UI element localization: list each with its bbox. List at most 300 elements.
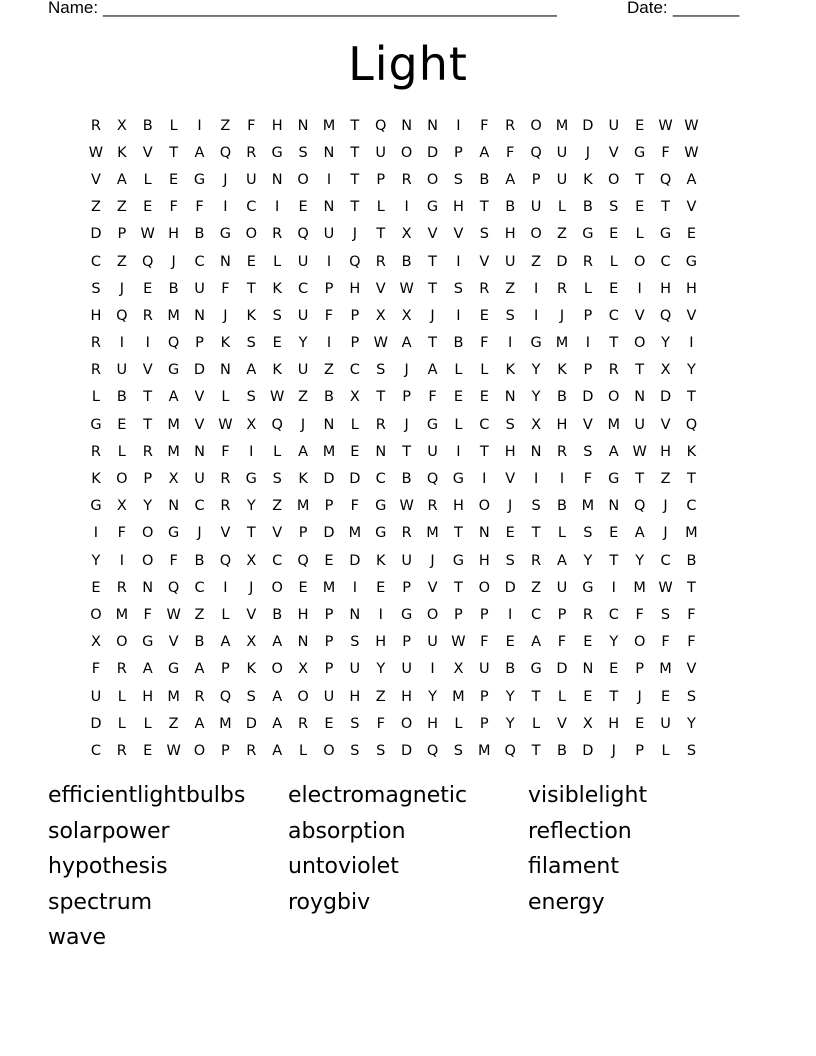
grid-letter: V xyxy=(246,606,257,623)
grid-letter: P xyxy=(324,634,334,651)
grid-letter: D xyxy=(193,362,206,379)
grid-letter: W xyxy=(658,117,673,134)
grid-letter: A xyxy=(272,715,283,732)
grid-letter: Y xyxy=(609,634,619,651)
grid-letter: F xyxy=(506,144,515,161)
grid-letter: S xyxy=(505,307,515,324)
grid-letter: T xyxy=(609,335,619,352)
grid-letter: A xyxy=(272,634,283,651)
grid-letter: T xyxy=(635,471,645,488)
grid-letter: B xyxy=(401,253,412,270)
grid-letter: Y xyxy=(635,552,645,569)
grid-letter: E xyxy=(376,579,386,596)
grid-letter: G xyxy=(167,525,180,542)
grid-letter: H xyxy=(297,606,309,623)
word-list-item: spectrum xyxy=(48,889,153,915)
grid-letter: T xyxy=(428,253,437,270)
grid-row xyxy=(83,465,733,492)
grid-letter: E xyxy=(479,389,489,406)
grid-letter: P xyxy=(454,606,463,623)
grid-letter: R xyxy=(531,552,542,569)
grid-letter: I xyxy=(378,606,383,623)
grid-letter: F xyxy=(428,389,437,406)
grid-letter: N xyxy=(323,199,335,216)
grid-letter: Q xyxy=(116,307,128,324)
grid-row xyxy=(83,411,733,438)
grid-letter: Z xyxy=(323,362,334,379)
grid-letter: D xyxy=(323,525,335,542)
grid-letter: L xyxy=(454,416,463,433)
grid-letter: M xyxy=(322,443,336,460)
grid-letter: R xyxy=(375,253,386,270)
grid-letter: X xyxy=(246,552,257,569)
grid-letter: T xyxy=(635,171,645,188)
grid-letter: A xyxy=(557,552,567,569)
grid-letter: M xyxy=(426,525,439,542)
grid-letter: A xyxy=(272,688,283,705)
grid-letter: W xyxy=(270,389,285,406)
grid-letter: J xyxy=(637,688,642,705)
grid-letter: C xyxy=(90,253,101,270)
grid-letter: E xyxy=(143,742,153,759)
grid-letter: G xyxy=(142,634,154,651)
grid-letter: E xyxy=(686,226,697,243)
grid-letter: M xyxy=(633,579,646,596)
grid-letter: L xyxy=(221,606,230,623)
grid-letter: N xyxy=(401,117,413,134)
grid-letter: K xyxy=(91,471,101,488)
grid-letter: H xyxy=(452,199,464,216)
grid-letter: R xyxy=(142,307,153,324)
grid-letter: S xyxy=(479,226,489,243)
grid-letter: P xyxy=(324,606,334,623)
grid-letter: Z xyxy=(298,389,309,406)
grid-letter: D xyxy=(426,144,439,161)
grid-letter: A xyxy=(194,661,205,678)
grid-letter: R xyxy=(220,498,231,515)
grid-letter: R xyxy=(427,498,438,515)
grid-letter: V xyxy=(453,226,464,243)
grid-letter: U xyxy=(556,144,568,161)
grid-letter: B xyxy=(168,280,179,297)
grid-letter: S xyxy=(272,471,282,488)
grid-letter: T xyxy=(609,688,619,705)
grid-letter: Y xyxy=(531,362,541,379)
grid-row xyxy=(83,520,733,547)
grid-letter: C xyxy=(349,362,360,379)
grid-letter: R xyxy=(220,471,231,488)
grid-letter: M xyxy=(348,525,362,542)
grid-row xyxy=(83,330,733,357)
grid-letter: T xyxy=(246,280,256,297)
grid-letter: M xyxy=(607,416,621,433)
grid-letter: L xyxy=(169,117,178,134)
grid-letter: J xyxy=(171,253,176,270)
grid-letter: S xyxy=(453,280,464,297)
grid-letter: K xyxy=(505,362,515,379)
grid-letter: E xyxy=(453,389,463,406)
grid-letter: O xyxy=(608,171,620,188)
grid-letter: E xyxy=(169,171,179,188)
grid-letter: T xyxy=(376,226,386,243)
grid-letter: A xyxy=(505,171,516,188)
grid-letter: E xyxy=(298,199,308,216)
grid-letter: Z xyxy=(90,199,101,216)
grid-letter: B xyxy=(557,742,567,759)
grid-letter: B xyxy=(453,335,464,352)
grid-letter: R xyxy=(90,117,101,134)
grid-letter: Q xyxy=(219,688,232,705)
grid-letter: W xyxy=(218,416,233,433)
grid-letter: J xyxy=(663,525,668,542)
grid-letter: R xyxy=(116,742,127,759)
grid-letter: E xyxy=(117,416,127,433)
grid-letter: O xyxy=(530,226,542,243)
grid-letter: P xyxy=(221,742,230,759)
grid-letter: N xyxy=(530,443,542,460)
grid-letter: B xyxy=(505,199,516,216)
grid-letter: B xyxy=(194,226,205,243)
grid-letter: O xyxy=(297,688,309,705)
grid-letter: K xyxy=(557,362,567,379)
grid-letter: T xyxy=(687,579,696,596)
grid-letter: X xyxy=(531,416,542,433)
grid-letter: Q xyxy=(530,144,542,161)
grid-letter: M xyxy=(478,742,491,759)
grid-letter: E xyxy=(505,634,515,651)
grid-letter: T xyxy=(246,525,256,542)
grid-letter: A xyxy=(168,389,179,406)
grid-letter: S xyxy=(246,389,256,406)
grid-letter: O xyxy=(297,171,309,188)
grid-letter: D xyxy=(349,471,361,488)
grid-letter: Z xyxy=(116,253,127,270)
grid-letter: S xyxy=(376,742,386,759)
grid-letter: V xyxy=(660,416,671,433)
grid-letter: T xyxy=(453,525,463,542)
grid-letter: Q xyxy=(633,498,646,515)
grid-letter: F xyxy=(221,443,230,460)
grid-letter: V xyxy=(557,715,567,732)
page-title: Light xyxy=(348,37,468,91)
grid-letter: E xyxy=(324,552,334,569)
grid-letter: R xyxy=(246,144,257,161)
grid-letter: I xyxy=(249,443,254,460)
grid-letter: Z xyxy=(116,199,127,216)
grid-letter: L xyxy=(454,362,463,379)
grid-letter: T xyxy=(531,688,541,705)
grid-letter: Q xyxy=(426,742,439,759)
grid-letter: G xyxy=(530,335,542,352)
grid-letter: E xyxy=(609,525,619,542)
grid-letter: C xyxy=(608,606,619,623)
grid-letter: T xyxy=(169,144,179,161)
grid-letter: L xyxy=(221,389,230,406)
grid-letter: L xyxy=(350,416,359,433)
grid-letter: C xyxy=(90,742,101,759)
grid-letter: D xyxy=(556,661,568,678)
grid-letter: E xyxy=(609,280,619,297)
grid-row xyxy=(83,221,733,248)
grid-letter: N xyxy=(142,579,154,596)
grid-letter: P xyxy=(376,171,386,188)
grid-letter: T xyxy=(350,171,360,188)
grid-letter: P xyxy=(195,335,204,352)
grid-letter: R xyxy=(505,117,516,134)
grid-letter: Y xyxy=(505,715,515,732)
grid-letter: Z xyxy=(531,253,542,270)
grid-letter: P xyxy=(350,307,360,324)
grid-letter: J xyxy=(300,416,306,433)
grid-letter: G xyxy=(219,226,232,243)
grid-row xyxy=(83,629,733,656)
grid-letter: V xyxy=(686,661,697,678)
grid-letter: U xyxy=(556,171,568,188)
grid-letter: R xyxy=(375,416,386,433)
grid-letter: Q xyxy=(659,307,672,324)
grid-letter: I xyxy=(611,579,616,596)
grid-row xyxy=(83,112,733,139)
grid-letter: Q xyxy=(659,171,672,188)
grid-letter: I xyxy=(456,253,461,270)
grid-row xyxy=(83,357,733,384)
grid-letter: M xyxy=(555,117,569,134)
grid-letter: P xyxy=(117,226,127,243)
grid-letter: K xyxy=(246,661,257,678)
grid-letter: W xyxy=(166,606,181,623)
grid-letter: I xyxy=(223,579,228,596)
grid-letter: O xyxy=(271,661,283,678)
grid-letter: D xyxy=(504,579,516,596)
grid-letter: M xyxy=(685,525,698,542)
grid-letter: X xyxy=(349,389,360,406)
grid-letter: B xyxy=(194,634,205,651)
grid-letter: G xyxy=(452,471,465,488)
grid-letter: E xyxy=(505,525,515,542)
grid-letter: T xyxy=(143,389,153,406)
grid-letter: L xyxy=(532,715,541,732)
grid-letter: J xyxy=(611,742,616,759)
grid-letter: A xyxy=(479,144,490,161)
grid-letter: V xyxy=(686,199,697,216)
grid-letter: O xyxy=(116,471,128,488)
grid-letter: S xyxy=(376,362,386,379)
grid-letter: X xyxy=(90,634,101,651)
grid-letter: C xyxy=(194,253,205,270)
grid-letter: I xyxy=(93,525,99,542)
word-list-item: wave xyxy=(48,925,107,950)
grid-letter: Z xyxy=(660,471,671,488)
grid-letter: N xyxy=(297,634,309,651)
grid-letter: D xyxy=(349,552,361,569)
grid-letter: M xyxy=(322,117,336,134)
grid-letter: E xyxy=(635,117,645,134)
grid-letter: R xyxy=(90,443,101,460)
grid-letter: I xyxy=(456,307,461,324)
grid-row xyxy=(83,574,733,601)
grid-letter: M xyxy=(167,688,180,705)
grid-letter: X xyxy=(375,307,386,324)
grid-letter: A xyxy=(401,335,412,352)
grid-letter: K xyxy=(117,144,127,161)
grid-letter: N xyxy=(323,416,335,433)
grid-letter: G xyxy=(634,144,646,161)
grid-letter: L xyxy=(273,443,282,460)
grid-letter: B xyxy=(557,498,567,515)
grid-letter: G xyxy=(582,226,594,243)
grid-letter: O xyxy=(530,117,542,134)
grid-letter: X xyxy=(401,307,412,324)
grid-row xyxy=(83,493,733,520)
grid-letter: F xyxy=(169,552,178,569)
word-list-item: efficientlightbulbs xyxy=(48,783,246,808)
grid-letter: S xyxy=(350,715,360,732)
grid-letter: V xyxy=(427,579,438,596)
grid-letter: F xyxy=(583,471,593,488)
grid-letter: P xyxy=(324,498,334,515)
grid-row xyxy=(83,601,733,628)
grid-letter: G xyxy=(167,362,180,379)
grid-row xyxy=(83,710,733,737)
grid-letter: J xyxy=(559,307,565,324)
grid-letter: W xyxy=(399,498,414,515)
grid-letter: L xyxy=(557,525,567,542)
grid-letter: V xyxy=(168,634,179,651)
grid-letter: U xyxy=(323,226,335,243)
grid-letter: P xyxy=(143,471,153,488)
grid-letter: W xyxy=(684,117,699,134)
grid-letter: O xyxy=(426,606,439,623)
grid-letter: A xyxy=(634,525,645,542)
grid-letter: D xyxy=(556,253,568,270)
grid-letter: A xyxy=(220,634,231,651)
grid-letter: P xyxy=(221,661,230,678)
grid-letter: W xyxy=(373,335,388,352)
grid-letter: F xyxy=(480,117,489,134)
grid-letter: J xyxy=(508,498,513,515)
grid-letter: V xyxy=(142,144,153,161)
grid-letter: M xyxy=(167,443,180,460)
grid-letter: N xyxy=(219,253,231,270)
grid-letter: J xyxy=(119,280,124,297)
grid-letter: H xyxy=(349,688,361,705)
grid-letter: J xyxy=(404,362,409,379)
grid-letter: C xyxy=(298,280,309,297)
grid-letter: A xyxy=(608,443,619,460)
grid-letter: W xyxy=(658,579,673,596)
grid-letter: T xyxy=(350,117,360,134)
grid-letter: N xyxy=(323,144,335,161)
grid-letter: L xyxy=(454,715,463,732)
grid-letter: N xyxy=(297,117,309,134)
grid-letter: H xyxy=(401,688,413,705)
grid-letter: U xyxy=(323,688,335,705)
grid-letter: F xyxy=(91,661,101,678)
grid-letter: S xyxy=(246,335,256,352)
grid-letter: L xyxy=(661,742,670,759)
grid-letter: I xyxy=(197,117,202,134)
grid-letter: D xyxy=(659,389,672,406)
grid-letter: H xyxy=(142,688,154,705)
grid-letter: W xyxy=(88,144,104,161)
grid-letter: C xyxy=(660,552,671,569)
grid-row xyxy=(83,166,733,193)
grid-letter: F xyxy=(324,307,334,324)
grid-letter: I xyxy=(352,579,357,596)
grid-letter: R xyxy=(556,443,568,460)
grid-letter: P xyxy=(324,280,334,297)
grid-letter: L xyxy=(635,226,644,243)
grid-letter: D xyxy=(90,226,102,243)
grid-letter: S xyxy=(505,416,515,433)
grid-letter: R xyxy=(582,606,593,623)
grid-letter: T xyxy=(479,443,489,460)
grid-letter: R xyxy=(90,362,101,379)
grid-letter: T xyxy=(350,144,360,161)
grid-letter: U xyxy=(90,688,102,705)
grid-letter: E xyxy=(143,199,153,216)
grid-letter: F xyxy=(635,606,644,623)
grid-letter: Y xyxy=(687,362,696,379)
grid-letter: V xyxy=(375,280,386,297)
grid-letter: I xyxy=(533,280,539,297)
grid-letter: V xyxy=(582,416,593,433)
grid-letter: S xyxy=(272,307,282,324)
grid-letter: I xyxy=(637,280,642,297)
grid-letter: L xyxy=(299,742,308,759)
grid-letter: Q xyxy=(426,471,439,488)
grid-letter: K xyxy=(375,552,386,569)
grid-letter: O xyxy=(245,226,257,243)
grid-letter: B xyxy=(401,471,412,488)
grid-letter: O xyxy=(478,579,491,596)
grid-letter: Y xyxy=(661,335,670,352)
grid-letter: B xyxy=(272,606,283,623)
grid-letter: R xyxy=(479,280,490,297)
grid-letter: G xyxy=(245,471,257,488)
grid-letter: P xyxy=(635,661,645,678)
grid-letter: T xyxy=(635,362,645,379)
grid-letter: V xyxy=(634,307,645,324)
grid-letter: E xyxy=(479,307,489,324)
grid-letter: E xyxy=(324,715,334,732)
grid-letter: N xyxy=(349,606,361,623)
grid-letter: F xyxy=(687,634,696,651)
grid-letter: L xyxy=(91,389,100,406)
grid-letter: F xyxy=(143,606,152,623)
grid-letter: Y xyxy=(687,715,696,732)
grid-letter: A xyxy=(686,171,697,188)
header xyxy=(48,0,748,20)
grid-letter: N xyxy=(504,389,516,406)
grid-letter: N xyxy=(168,498,180,515)
grid-letter: Q xyxy=(297,552,309,569)
grid-letter: I xyxy=(508,335,513,352)
grid-letter: U xyxy=(401,552,412,569)
grid-letter: Y xyxy=(531,389,541,406)
grid-letter: O xyxy=(193,742,206,759)
grid-letter: L xyxy=(143,715,152,732)
grid-letter: L xyxy=(557,199,567,216)
grid-letter: P xyxy=(324,661,334,678)
grid-letter: Z xyxy=(531,579,542,596)
grid-letter: I xyxy=(326,253,332,270)
grid-letter: T xyxy=(402,443,412,460)
grid-letter: K xyxy=(686,443,697,460)
grid-letter: G xyxy=(167,661,180,678)
grid-letter: B xyxy=(479,171,490,188)
grid-letter: V xyxy=(90,171,101,188)
